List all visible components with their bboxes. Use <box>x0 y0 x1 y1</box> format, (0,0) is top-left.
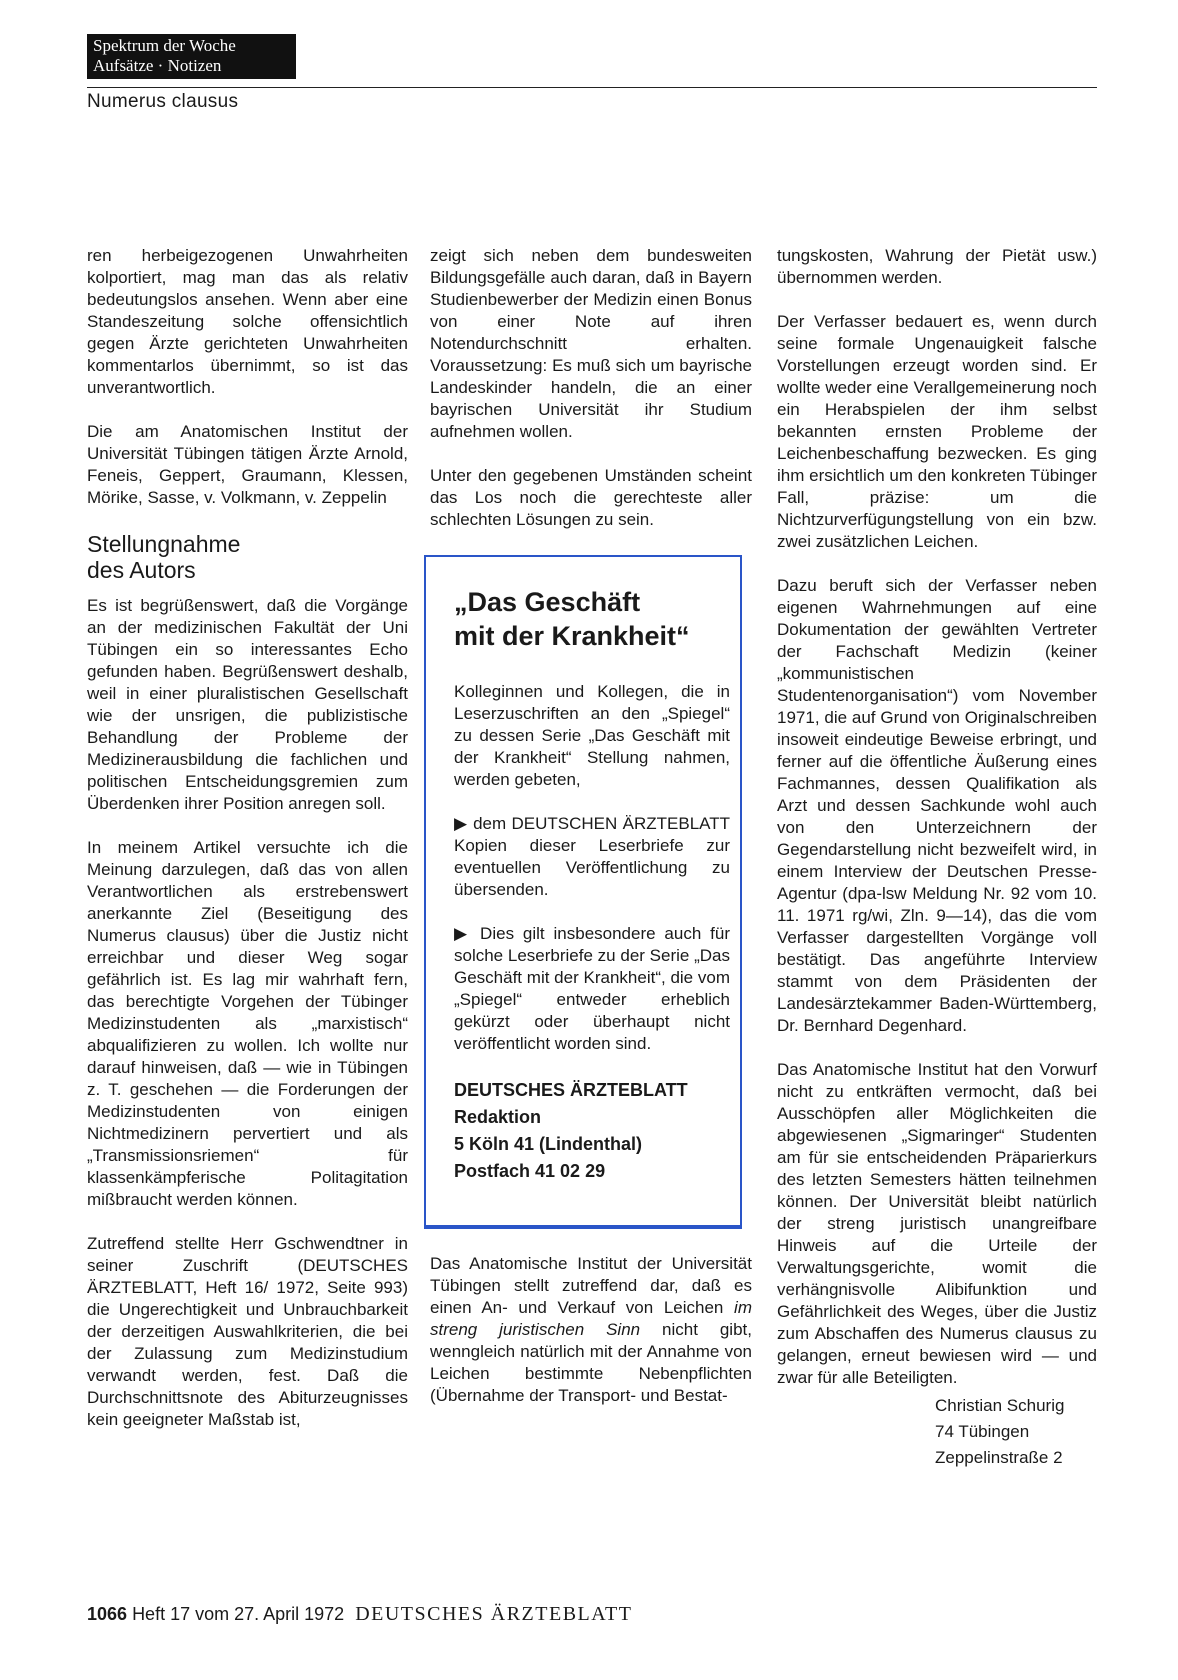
paragraph: Der Verfasser bedauert es, wenn durch seine formale Ungenauigkeit falsche Vorstellungen erzeugt worden sind. Er wollte weder eine Verallgemeinerung noch ein Herabspielen der ihm selbst bekannten ernsten Probleme der Leichenbeschaffung bezwecken. Es ging ihm ersichtlich um den konkreten Tübinger Fall, präzise: um die Nichtzurverfügungstellung von ein bzw. zwei zusätzlichen Leichen. <box>777 312 1098 551</box>
paragraph: Zutreffend stellte Herr Gschwendtner in seiner Zuschrift (DEUTSCHES ÄRZTEBLATT, Heft 16/ 1972, Seite 993) die Ungerechtigkeit und Unbrauchbarkeit der derzeitigen Auswahlkriterien, die bei der Zulassung zum Medizinstudium verwandt werden, fest. Daß die Durchschnittsnote des Abiturzeugnisses kein geeigneter Maßstab ist, <box>87 1234 408 1429</box>
rubric-box <box>87 34 296 79</box>
column-3 <box>777 245 1097 1471</box>
heading-line-2: des Autors <box>87 557 196 583</box>
paragraph: Es ist begrüßenswert, daß die Vorgänge an der medizinischen Fakultät der Uni Tübingen ein so interessantes Echo gefunden haben. Begrüßenswert deshalb, weil in einer pluralistischen Gesellschaft wie der unsrigen, die publizistische Behandlung der Probleme der Medizinerausbildung die fachlichen und politischen Entscheidungsgremien zum Überdenken ihrer Position anregen soll. <box>87 596 408 813</box>
text-run: nicht gibt, wenngleich natürlich mit der Annahme von Leichen bestimmte Nebenpflichten (Übernahme der Transport- und Bestat- <box>430 1320 752 1405</box>
notice-title-line-2: mit der Krankheit“ <box>454 621 690 651</box>
author-name: Christian Schurig <box>935 1396 1065 1415</box>
header-rule <box>87 87 1097 88</box>
paragraph: zeigt sich neben dem bundesweiten Bildungsgefälle auch daran, daß in Bayern Studienbewerber der Medizin einen Bonus von einer Note auf ihren Notendurchschnitt erhalten. Voraussetzung: Es muß sich um bayrische Landeskinder handeln, die an einer bayrischen Universität ihr Studium aufnehmen wollen. <box>430 246 752 441</box>
author-signature <box>935 1393 1097 1471</box>
notice-bullet: ▶ dem DEUTSCHEN ÄRZTEBLATT Kopien dieser Leserbriefe zur eventuellen Veröffentlichung zu übersenden. <box>454 814 730 899</box>
rubric-line-1: Spektrum der Woche <box>93 36 236 55</box>
column-2 <box>430 245 752 1429</box>
notice-title <box>454 585 730 653</box>
notice-title-line-1: „Das Geschäft <box>454 587 641 617</box>
heading-line-1: Stellungnahme <box>87 531 241 557</box>
paragraph: In meinem Artikel versuchte ich die Meinung darzulegen, daß das von allen Verantwortlichen als erstrebenswert anerkannte Ziel (Beseitigung des Numerus clausus) über die Justiz nicht erreichbar und dieser Weg sogar gefährlich ist. Es lag mir wahrhaft fern, das berechtigte Vorgehen der Tübinger Medizinstudenten als „marxistisch“ abqualifizieren zu wollen. Ich wollte nur darauf hinweisen, daß — wie in Tübingen z. T. geschehen — die Forderungen der Medizinstudenten von einigen Nichtmedizinern pervertiert und als „Transmissionsriemen“ für klassenkämpferische Politagitation mißbraucht werden können. <box>87 838 408 1209</box>
text-run: Das Anatomische Institut der Universität Tübingen stellt zutreffend dar, daß es einen An- und Verkauf von Leichen <box>430 1254 752 1317</box>
signatories-paragraph: Die am Anatomischen Institut der Universität Tübingen tätigen Ärzte Arnold, Feneis, Geppert, Graumann, Klessen, Mörike, Sasse, v. Volkmann, v. Zeppelin <box>87 422 408 507</box>
notice-box <box>424 555 742 1229</box>
notice-address <box>454 1077 730 1185</box>
author-street: Zeppelinstraße 2 <box>935 1448 1063 1467</box>
italic-phrase: im streng juristischen Sinn <box>430 1298 752 1339</box>
rubric-line-2: Aufsätze · Notizen <box>93 56 222 75</box>
notice-bullet: ▶ Dies gilt insbesondere auch für solche Leserbriefe zu der Serie „Das Geschäft mit der Krankheit“, die vom „Spiegel“ entweder erheblich gekürzt oder überhaupt nicht veröffentlicht worden sind. <box>454 924 730 1053</box>
notice-paragraph: Kolleginnen und Kollegen, die in Leserzuschriften an den „Spiegel“ zu dessen Serie „Das Geschäft mit der Krankheit“ Stellung nahmen, werden gebeten, <box>454 682 730 789</box>
column-1 <box>87 245 408 1453</box>
paragraph: Das Anatomische Institut hat den Vorwurf nicht zu entkräften vermocht, daß bei Ausschöpfen aller Möglichkeiten die abgewiesenen „Sigmaringer“ Studenten am für sie entscheidenden Präparierkurs des letzten Semesters hätten teilnehmen können. Der Universität bleibt natürlich der streng juristisch unangreifbare Hinweis auf die Urteile der Verwaltungsgerichte, womit die verhängnisvolle Alibifunktion und Gefährlichkeit des Weges, über die Justiz zum Abschaffen des Numerus clausus zu gelangen, erneut bewiesen wird — und zwar für alle Beteiligten. <box>777 1060 1097 1387</box>
page-number: 1066 <box>87 1604 128 1624</box>
address-line: DEUTSCHES ÄRZTEBLATT <box>454 1080 688 1100</box>
address-line: Redaktion <box>454 1107 542 1127</box>
paragraph: Dazu beruft sich der Verfasser neben eigenen Wahrnehmungen auf eine Dokumentation der gewählten Vertreter der Fachschaft Medizin (keiner „kommunistischen Studentenorganisation“) vom November 1971, die auf Grund von Originalschreiben insoweit eindeutige Beweise erbringt, und ferner auf die öffentliche Äußerung eines Fachmannes, dessen Qualifikation als Arzt und dessen Sachkunde wohl auch von den Unterzeichnern der Gegendarstellung nicht bezweifelt wird, in einem Interview der Deutschen Presse-Agentur (dpa-lsw Meldung Nr. 92 vom 10. 11. 1971 rg/wi, Zln. 9—14), das die vom Verfasser dargestellten Vorgänge voll bestätigt. Das angeführte Interview stammt von dem Präsidenten der Landesärztekammer Baden-Württemberg, Dr. Bernhard Degenhard. <box>777 576 1097 1035</box>
paragraph: ren herbeigezogenen Unwahrheiten kolportiert, mag man das als relativ bedeutungslos ansehen. Wenn aber eine Standeszeitung solche offensichtlich gegen Ärzte gerichteten Unwahrheiten kommentarlos übernimmt, so ist das unverantwortlich. <box>87 246 408 397</box>
address-line: 5 Köln 41 (Lindenthal) <box>454 1134 643 1154</box>
address-line: Postfach 41 02 29 <box>454 1161 606 1181</box>
page-footer <box>87 1603 632 1626</box>
journal-name: DEUTSCHES ÄRZTEBLATT <box>355 1603 633 1625</box>
section-heading <box>87 531 408 583</box>
issue-info: Heft 17 vom 27. April 1972 <box>132 1604 345 1624</box>
author-city: 74 Tübingen <box>935 1422 1030 1441</box>
paragraph: tungskosten, Wahrung der Pietät usw.) übernommen werden. <box>777 246 1097 287</box>
section-label: Numerus clausus <box>87 91 239 112</box>
paragraph: Unter den gegebenen Umständen scheint das Los noch die gerechteste aller schlechten Lösungen zu sein. <box>430 466 752 529</box>
paragraph <box>430 1253 752 1407</box>
